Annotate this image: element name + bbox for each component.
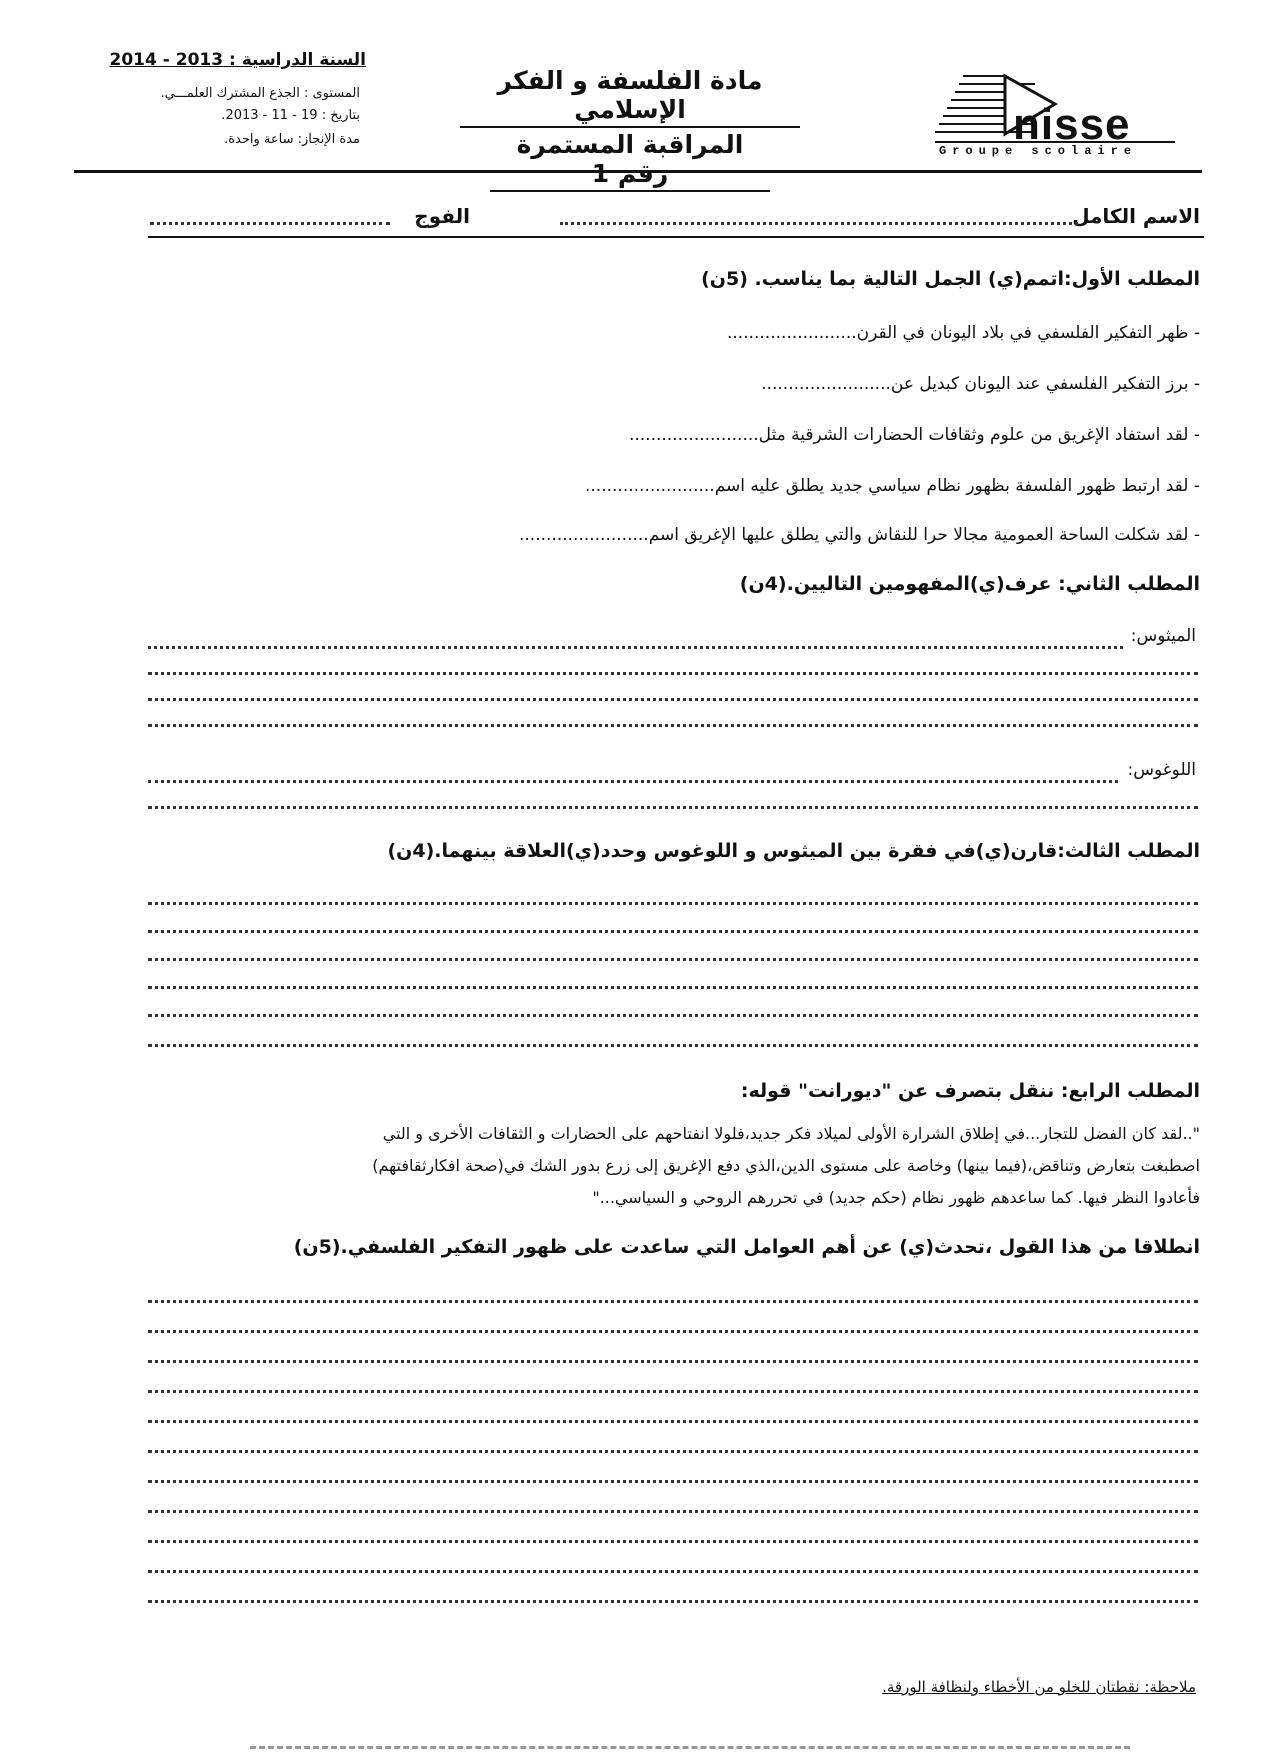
section3-line-1[interactable]: [148, 902, 1198, 905]
section1-item-1: - ظهر التفكير الفلسفي في بلاد اليونان في القرن........................: [726, 323, 1200, 343]
section1-item-5: - لقد شكلت الساحة العمومية مجالا حرا للنقاش والتي يطلق عليها الإغريق اسم........................: [519, 525, 1200, 545]
logo-word: nisse: [1013, 100, 1131, 149]
exam-date: بتاريخ : 19 - 11 - 2013.: [221, 108, 360, 123]
section3-line-4[interactable]: [148, 986, 1198, 989]
group-fill-line[interactable]: [150, 222, 390, 225]
answer-line-3[interactable]: [148, 1360, 1198, 1363]
section4-title: المطلب الرابع: ننقل بتصرف عن "ديورانت" قوله:: [740, 1080, 1200, 1102]
quote-line-2: اصطبغت بتعارض وتناقض،(فيما بينها) وخاصة على مستوى الدين،الذي دفع الإغريق إلى زرع بدور الشك في(صحة افكارثقافتهم): [372, 1156, 1200, 1175]
answer-line-8[interactable]: [148, 1510, 1198, 1513]
exam-title: المراقبة المستمرة رقم 1: [490, 130, 770, 192]
answer-line-5[interactable]: [148, 1420, 1198, 1423]
section1-item-2: - برز التفكير الفلسفي عند اليونان كبديل عن........................: [761, 374, 1200, 394]
bottom-edge: [250, 1746, 1130, 1749]
section4-question: انطلاقا من هذا القول ،تحدث(ي) عن أهم العوامل التي ساعدت على ظهور التفكير الفلسفي.(5ن): [293, 1236, 1200, 1258]
section3-title: المطلب الثالث:قارن(ي)في فقرة بين الميثوس و اللوغوس وحدد(ي)العلاقة بينهما.(4ن): [387, 840, 1200, 862]
section3-line-5[interactable]: [148, 1014, 1198, 1017]
section1-item-4: - لقد ارتبط ظهور الفلسفة بظهور نظام سياسي جديد يطلق عليه اسم........................: [585, 476, 1200, 496]
section2-title: المطلب الثاني: عرف(ي)المفهومين التاليين.(4ن): [739, 573, 1200, 595]
quote-line-1: "..لقد كان الفضل للتجار...في إطلاق الشرارة الأولى لميلاد فكر جديد،فلولا انفتاحهم على الحضارات و الثقافات الأخرى و التي: [382, 1124, 1200, 1143]
answer-line-2[interactable]: [148, 1330, 1198, 1333]
answer-line-4[interactable]: [148, 1390, 1198, 1393]
mythos-line-2[interactable]: [148, 672, 1198, 675]
answer-line-1[interactable]: [148, 1300, 1198, 1303]
mythos-line-4[interactable]: [148, 724, 1198, 727]
mythos-line-3[interactable]: [148, 698, 1198, 701]
section3-line-2[interactable]: [148, 930, 1198, 933]
answer-line-10[interactable]: [148, 1570, 1198, 1573]
answer-line-7[interactable]: [148, 1480, 1198, 1483]
logos-line-1[interactable]: [148, 780, 1118, 783]
name-fill-line[interactable]: [560, 222, 1078, 225]
section3-line-6[interactable]: [148, 1044, 1198, 1047]
name-rule: [148, 236, 1204, 238]
school-year: السنة الدراسية : 2013 - 2014: [109, 50, 366, 70]
logos-line-2[interactable]: [148, 806, 1198, 809]
footer-note: ملاحظة: نقطتان للخلو من الأخطاء ولنظافة الورقة.: [882, 1678, 1196, 1696]
header-rule: [74, 170, 1202, 173]
level: المستوى : الجذع المشترك العلمـــي.: [160, 86, 360, 101]
school-logo: [935, 72, 1175, 164]
group-label: الفوج: [414, 204, 470, 228]
quote-line-3: فأعادوا النظر فيها. كما ساعدهم ظهور نظام (حكم جديد) في تحررهم الروحي و السياسي...": [592, 1188, 1200, 1207]
term-mythos-label: الميثوس:: [1130, 626, 1196, 646]
subject-title: مادة الفلسفة و الفكر الإسلامي: [460, 66, 800, 128]
section1-title: المطلب الأول:اتمم(ي) الجمل التالية بما يناسب. (5ن): [701, 268, 1200, 290]
term-logos-label: اللوغوس:: [1127, 760, 1196, 780]
section3-line-3[interactable]: [148, 958, 1198, 961]
answer-line-6[interactable]: [148, 1450, 1198, 1453]
mythos-line-1[interactable]: [148, 646, 1123, 649]
answer-line-11[interactable]: [148, 1600, 1198, 1603]
answer-line-9[interactable]: [148, 1540, 1198, 1543]
duration: مدة الإنجاز: ساعة واحدة.: [224, 132, 360, 147]
logo-subtitle: Groupe scolaire: [939, 144, 1138, 158]
name-label: الاسم الكامل: [1072, 204, 1200, 228]
section1-item-3: - لقد استفاد الإغريق من علوم وثقافات الحضارات الشرقية مثل........................: [628, 425, 1200, 445]
